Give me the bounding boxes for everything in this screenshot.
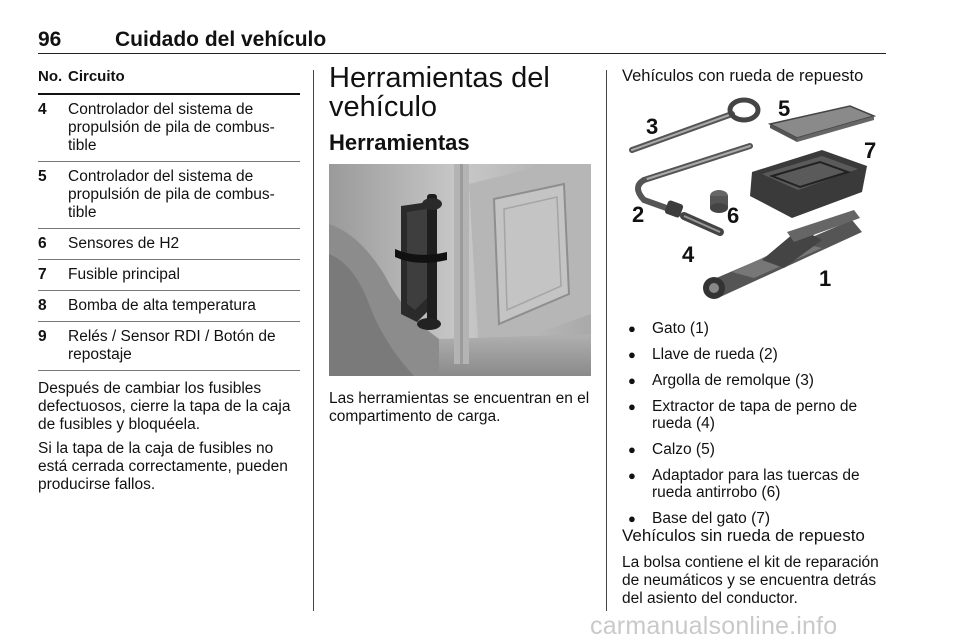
- callout-4: 4: [682, 242, 695, 267]
- header-rule: [38, 53, 886, 54]
- fuse-replacement-note: Después de cambiar los fusibles defectuosos, cierre la tapa de la caja de fusibles y bloquéela.: [38, 380, 291, 433]
- list-item-text: Gato (1): [652, 320, 709, 337]
- wheel-nut-adapter-drawing: [710, 190, 728, 213]
- table-row: [38, 260, 300, 291]
- fuse-cover-warning: Si la tapa de la caja de fusibles no está cerrada correctamente, pueden producirse fallos.: [38, 440, 288, 493]
- list-item: [622, 398, 890, 432]
- jack-base-drawing: [750, 150, 867, 218]
- fuse-column: [38, 66, 300, 494]
- list-item-text: Llave de rueda (2): [652, 346, 778, 363]
- tools-column: [329, 64, 594, 156]
- bullet-icon: ●: [628, 373, 636, 388]
- spare-wheel-column: [622, 66, 887, 86]
- fuse-number: 6: [38, 235, 47, 252]
- bullet-icon: ●: [628, 321, 636, 336]
- bullet-icon: ●: [628, 399, 636, 414]
- table-row: [38, 95, 300, 162]
- fuse-circuit: Relés / Sensor RDI / Botón de repostaje: [68, 328, 276, 363]
- list-item: [622, 467, 890, 501]
- bullet-icon: ●: [628, 468, 636, 483]
- table-row: [38, 322, 300, 371]
- fuse-circuit: Controlador del sistema de propulsión de pila de combus-tible: [68, 168, 275, 221]
- column-divider-2: [606, 70, 607, 611]
- tool-kit-diagram: [622, 92, 887, 306]
- callout-3: 3: [646, 114, 659, 139]
- list-item: [622, 441, 890, 458]
- list-item: [622, 510, 890, 527]
- fuse-circuit: Sensores de H2: [68, 235, 180, 252]
- list-item-text: Calzo (5): [652, 441, 715, 458]
- no-spare-heading: Vehículos sin rueda de repuesto: [622, 526, 865, 545]
- bullet-icon: ●: [628, 511, 636, 526]
- column-header-no: No.: [38, 68, 63, 85]
- tools-caption: Las herramientas se encuentran en el compartimento de carga.: [329, 390, 590, 425]
- tool-list: [622, 320, 890, 536]
- fuse-circuit: Bomba de alta temperatura: [68, 297, 256, 314]
- callout-5: 5: [778, 96, 791, 121]
- column-divider-1: [313, 70, 314, 611]
- list-item-text: Adaptador para las tuercas de rueda antirrobo (6): [652, 467, 860, 501]
- callout-1: 1: [819, 266, 832, 291]
- column-header-circuit: Circuito: [68, 68, 125, 85]
- callout-6: 6: [727, 203, 740, 228]
- callout-7: 7: [864, 138, 877, 163]
- fuse-circuit: Fusible principal: [68, 266, 180, 283]
- list-item-text: Base del gato (7): [652, 510, 771, 527]
- list-item-text: Argolla de remolque (3): [652, 372, 814, 389]
- fuse-number: 7: [38, 266, 47, 283]
- section-heading: Herramientas del vehículo: [329, 62, 550, 123]
- bolt-cap-extractor-drawing: [684, 216, 720, 232]
- no-spare-section: [622, 526, 890, 608]
- bullet-icon: ●: [628, 347, 636, 362]
- fuse-number: 8: [38, 297, 47, 314]
- page-number: 96: [38, 28, 62, 51]
- fuse-circuit: Controlador del sistema de propulsión de pila de combus-tible: [68, 101, 275, 154]
- section-subheading: Herramientas: [329, 130, 470, 155]
- callout-2: 2: [632, 202, 645, 227]
- fuse-number: 9: [38, 328, 47, 345]
- list-item: [622, 372, 890, 389]
- watermark: carmanualsonline.info: [590, 612, 838, 640]
- fuse-number: 5: [38, 168, 47, 185]
- table-row: [38, 162, 300, 229]
- fuse-number: 4: [38, 101, 47, 118]
- fuse-table-header: [38, 66, 300, 95]
- list-item-text: Extractor de tapa de perno de rueda (4): [652, 398, 858, 432]
- no-spare-text: La bolsa contiene el kit de reparación de neumáticos y se encuentra detrás del asiento del conductor.: [622, 554, 879, 607]
- list-item: [622, 346, 890, 363]
- page-header: [38, 28, 886, 52]
- cargo-compartment-photo: [329, 164, 591, 376]
- table-row: [38, 291, 300, 322]
- spare-wheel-heading: Vehículos con rueda de repuesto: [622, 67, 864, 85]
- bullet-icon: ●: [628, 442, 636, 457]
- table-row: [38, 229, 300, 260]
- list-item: [622, 320, 890, 337]
- page-title: Cuidado del vehículo: [115, 28, 327, 51]
